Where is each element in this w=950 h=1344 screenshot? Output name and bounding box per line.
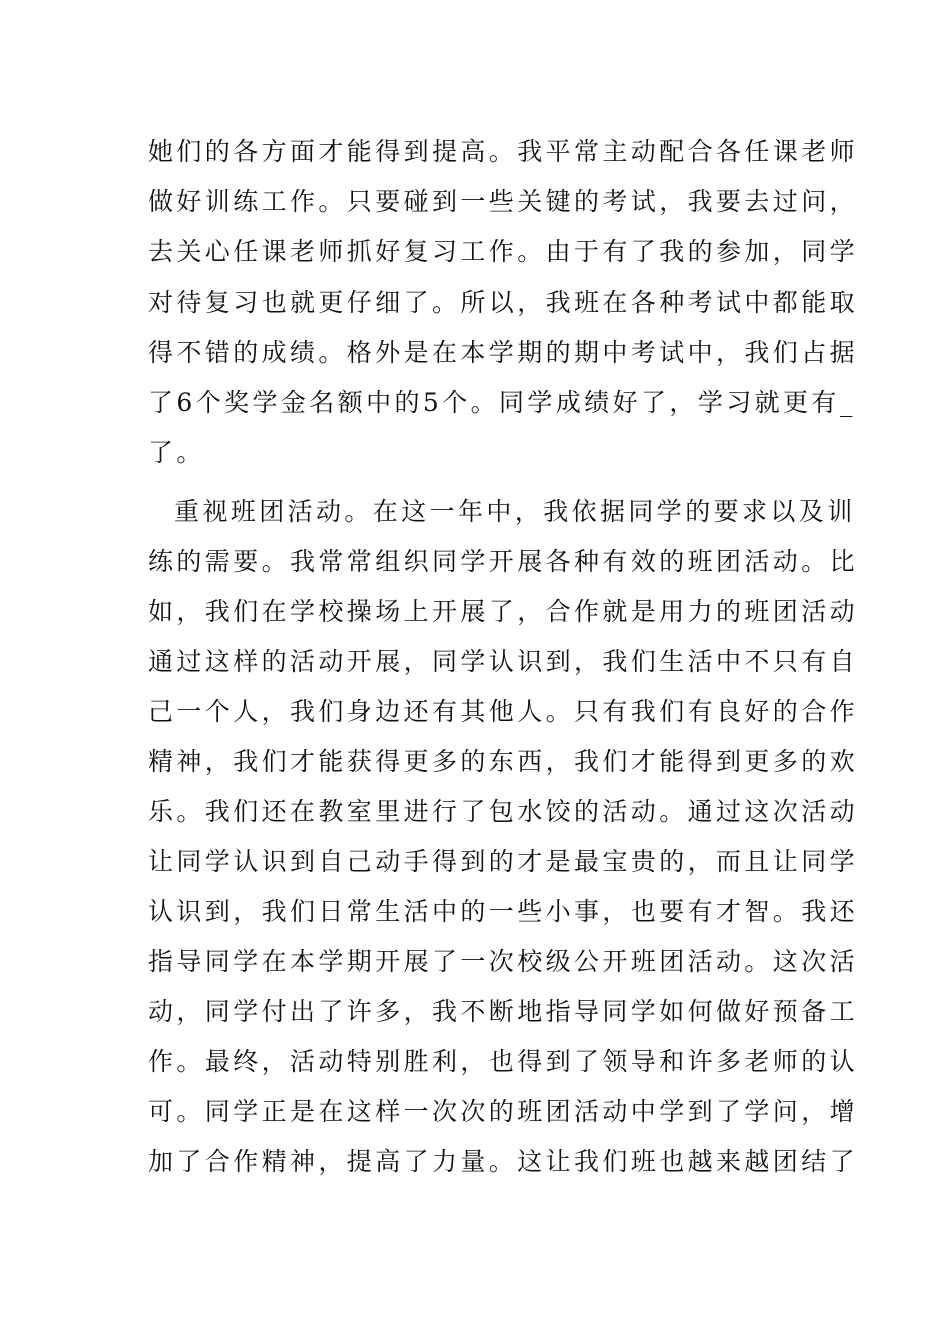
- text-line: 对待复习也就更仔细了。所以，我班在各种考试中都能取: [148, 288, 859, 317]
- text-line: 做好训练工作。只要碰到一些关键的考试，我要去过问，: [148, 187, 859, 216]
- text-line: 己一个人，我们身边还有其他人。只有我们有良好的合作: [148, 697, 859, 726]
- text-line: 乐。我们还在教室里进行了包水饺的活动。通过这次活动: [148, 797, 859, 826]
- text-line: 精神，我们才能获得更多的东西，我们才能得到更多的欢: [148, 747, 859, 776]
- text-line: 她们的各方面才能得到提高。我平常主动配合各任课老师: [148, 137, 859, 166]
- text-line: 动，同学付出了许多，我不断地指导同学如何做好预备工: [148, 997, 859, 1026]
- text-line: 如，我们在学校操场上开展了，合作就是用力的班团活动: [148, 597, 859, 626]
- text-line: 了6个奖学金名额中的5个。同学成绩好了，学习就更有_: [148, 388, 856, 417]
- text-line: 作。最终，活动特别胜利，也得到了领导和许多老师的认: [148, 1047, 859, 1076]
- text-line: 让同学认识到自己动手得到的才是最宝贵的，而且让同学: [148, 847, 859, 876]
- text-line: 得不错的成绩。格外是在本学期的期中考试中，我们占据: [148, 338, 859, 367]
- text-line: 认识到，我们日常生活中的一些小事，也要有才智。我还: [148, 897, 859, 926]
- text-line: 指导同学在本学期开展了一次校级公开班团活动。这次活: [148, 947, 859, 976]
- text-line: 重视班团活动。在这一年中，我依据同学的要求以及训: [174, 497, 856, 526]
- text-line: 去关心任课老师抓好复习工作。由于有了我的参加，同学: [148, 237, 859, 266]
- text-line: 加了合作精神，提高了力量。这让我们班也越来越团结了: [148, 1147, 859, 1176]
- text-line: 练的需要。我常常组织同学开展各种有效的班团活动。比: [148, 547, 859, 576]
- text-line: 通过这样的活动开展，同学认识到，我们生活中不只有自: [148, 647, 859, 676]
- text-line: 可。同学正是在这样一次次的班团活动中学到了学问，增: [148, 1097, 859, 1126]
- text-line: 了。: [148, 438, 205, 467]
